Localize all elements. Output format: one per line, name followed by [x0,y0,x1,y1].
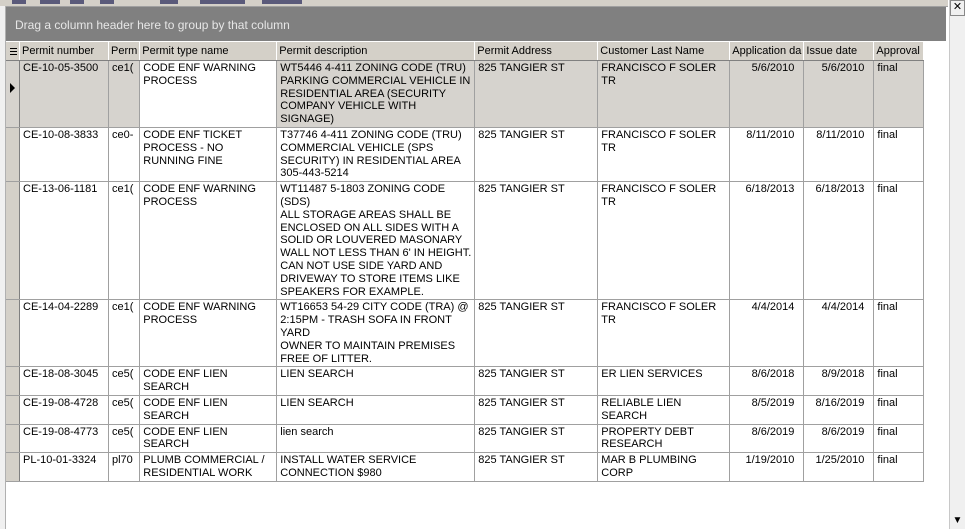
toolbar-button-icon[interactable] [200,0,245,4]
row-selector[interactable] [6,61,20,128]
cell-address[interactable]: 825 TANGIER ST [475,367,598,396]
cell-address[interactable]: 825 TANGIER ST [475,395,598,424]
column-header-row [6,42,924,61]
column-header-perm[interactable]: Perm [109,42,140,61]
cell-approval[interactable]: final [874,61,924,128]
cell-issue-date[interactable]: 1/25/2010 [804,453,874,482]
cell-customer[interactable]: ER LIEN SERVICES [598,367,730,396]
row-selector[interactable] [6,127,20,181]
cell-issue-date[interactable]: 8/9/2018 [804,367,874,396]
cell-customer[interactable]: PROPERTY DEBT RESEARCH [598,424,730,453]
cell-description[interactable]: LIEN SEARCH [277,395,475,424]
cell-address[interactable]: 825 TANGIER ST [475,127,598,181]
cell-address[interactable]: 825 TANGIER ST [475,61,598,128]
cell-address[interactable]: 825 TANGIER ST [475,453,598,482]
toolbar-button-icon[interactable] [40,0,60,4]
cell-perm[interactable]: pl70 [109,453,140,482]
cell-customer[interactable]: FRANCISCO F SOLER TR [598,61,730,128]
cell-approval[interactable]: final [874,395,924,424]
column-header-issue-date[interactable]: Issue date [804,42,874,61]
toolbar-button-icon[interactable] [12,0,26,4]
cell-permit-number[interactable]: CE-19-08-4728 [20,395,109,424]
group-by-hint: Drag a column header here to group by that column [15,18,290,32]
toolbar-button-icon[interactable] [100,0,114,4]
table-row[interactable] [6,453,924,482]
cell-perm[interactable]: ce5( [109,424,140,453]
cell-approval[interactable]: final [874,182,924,300]
close-button[interactable] [950,0,965,16]
cell-customer[interactable]: FRANCISCO F SOLER TR [598,300,730,367]
cell-application-date[interactable]: 5/6/2010 [730,61,804,128]
cell-issue-date[interactable]: 8/6/2019 [804,424,874,453]
cell-approval[interactable]: final [874,453,924,482]
cell-perm[interactable]: ce1( [109,61,140,128]
cell-approval[interactable]: final [874,424,924,453]
cell-perm[interactable]: ce1( [109,182,140,300]
cell-perm[interactable]: ce0- [109,127,140,181]
cell-application-date[interactable]: 6/18/2013 [730,182,804,300]
cell-perm[interactable]: ce5( [109,367,140,396]
cell-issue-date[interactable]: 4/4/2014 [804,300,874,367]
cell-approval[interactable]: final [874,127,924,181]
group-by-panel[interactable] [6,7,946,41]
cell-approval[interactable]: final [874,367,924,396]
chevron-down-icon: ▼ [952,515,963,526]
cell-description[interactable]: LIEN SEARCH [277,367,475,396]
table-row[interactable] [6,367,924,396]
cell-description[interactable]: lien search [277,424,475,453]
cell-permit-number[interactable]: CE-18-08-3045 [20,367,109,396]
cell-customer[interactable]: MAR B PLUMBING CORP [598,453,730,482]
current-row-arrow-icon [10,83,15,93]
cell-permit-number[interactable]: PL-10-01-3324 [20,453,109,482]
cell-description[interactable]: INSTALL WATER SERVICE CONNECTION $980 [277,453,475,482]
column-chooser-icon [10,48,17,57]
column-chooser-button[interactable] [6,42,20,61]
cell-description[interactable]: WT5446 4-411 ZONING CODE (TRU) PARKING COMMERCIAL VEHICLE IN RESIDENTIAL AREA (SECURITY COMPANY VEHICLE WITH SIGNAGE) [277,61,475,128]
cell-application-date[interactable]: 8/6/2018 [730,367,804,396]
permits-grid [6,42,924,482]
cell-permit-type[interactable]: CODE ENF WARNING PROCESS [140,61,277,128]
cell-customer[interactable]: RELIABLE LIEN SEARCH [598,395,730,424]
close-icon: ✕ [952,1,963,13]
cell-address[interactable]: 825 TANGIER ST [475,182,598,300]
table-row[interactable] [6,424,924,453]
cell-permit-number[interactable]: CE-13-06-1181 [20,182,109,300]
vertical-scrollbar[interactable] [949,0,965,529]
cell-permit-type[interactable]: CODE ENF WARNING PROCESS [140,300,277,367]
column-header-permit-type-name[interactable]: Permit type name [140,42,277,61]
column-header-permit-address[interactable]: Permit Address [475,42,598,61]
scroll-down-button[interactable] [950,513,965,529]
cell-permit-number[interactable]: CE-14-04-2289 [20,300,109,367]
cell-issue-date[interactable]: 5/6/2010 [804,61,874,128]
row-selector[interactable] [6,182,20,300]
cell-address[interactable]: 825 TANGIER ST [475,424,598,453]
cell-permit-number[interactable]: CE-19-08-4773 [20,424,109,453]
row-selector[interactable] [6,424,20,453]
row-selector[interactable] [6,395,20,424]
cell-permit-type[interactable]: CODE ENF WARNING PROCESS [140,182,277,300]
cell-permit-type[interactable]: CODE ENF TICKET PROCESS - NO RUNNING FINE [140,127,277,181]
cell-customer[interactable]: FRANCISCO F SOLER TR [598,127,730,181]
toolbar-button-icon[interactable] [70,0,84,4]
cell-description[interactable]: T37746 4-411 ZONING CODE (TRU) COMMERCIAL VEHICLE (SPS SECURITY) IN RESIDENTIAL AREA 305-443-5214 [277,127,475,181]
cell-approval[interactable]: final [874,300,924,367]
toolbar-button-icon[interactable] [262,0,302,4]
cell-issue-date[interactable]: 6/18/2013 [804,182,874,300]
column-header-permit-description[interactable]: Permit description [277,42,475,61]
cell-permit-type[interactable]: CODE ENF LIEN SEARCH [140,424,277,453]
cell-permit-number[interactable]: CE-10-08-3833 [20,127,109,181]
column-header-application-date[interactable]: Application da [730,42,804,61]
row-selector[interactable] [6,453,20,482]
cell-permit-type[interactable]: CODE ENF LIEN SEARCH [140,367,277,396]
table-row[interactable] [6,300,924,367]
column-header-approval[interactable]: Approval [874,42,924,61]
cell-permit-number[interactable]: CE-10-05-3500 [20,61,109,128]
cell-application-date[interactable]: 4/4/2014 [730,300,804,367]
cell-issue-date[interactable]: 8/16/2019 [804,395,874,424]
table-row[interactable] [6,182,924,300]
cell-application-date[interactable]: 8/5/2019 [730,395,804,424]
table-row[interactable] [6,395,924,424]
cell-description[interactable]: WT16653 54-29 CITY CODE (TRA) @ 2:15PM - TRASH SOFA IN FRONT YARD OWNER TO MAINTAIN PREMISES FREE OF LITTER. [277,300,475,367]
cell-description[interactable]: WT11487 5-1803 ZONING CODE (SDS) ALL STORAGE AREAS SHALL BE ENCLOSED ON ALL SIDES WITH A SOLID OR LOUVERED MASONARY WALL NOT LESS THAN 6' IN HEIGHT. CAN NOT USE SIDE YARD AND DRIVEWAY TO STORE ITEMS LIKE SPEAKERS FOR EXAMPLE. [277,182,475,300]
cell-address[interactable]: 825 TANGIER ST [475,300,598,367]
table-row[interactable] [6,61,924,128]
cell-issue-date[interactable]: 8/11/2010 [804,127,874,181]
toolbar-button-icon[interactable] [160,0,178,4]
cell-application-date[interactable]: 8/11/2010 [730,127,804,181]
cell-perm[interactable]: ce5( [109,395,140,424]
cell-permit-type[interactable]: CODE ENF LIEN SEARCH [140,395,277,424]
table-row[interactable] [6,127,924,181]
toolbar-strip [0,0,948,7]
cell-application-date[interactable]: 8/6/2019 [730,424,804,453]
row-selector[interactable] [6,300,20,367]
column-header-customer-last-name[interactable]: Customer Last Name [598,42,730,61]
cell-application-date[interactable]: 1/19/2010 [730,453,804,482]
cell-perm[interactable]: ce1( [109,300,140,367]
column-header-permit-number[interactable]: Permit number [20,42,109,61]
row-selector[interactable] [6,367,20,396]
cell-customer[interactable]: FRANCISCO F SOLER TR [598,182,730,300]
cell-permit-type[interactable]: PLUMB COMMERCIAL / RESIDENTIAL WORK [140,453,277,482]
